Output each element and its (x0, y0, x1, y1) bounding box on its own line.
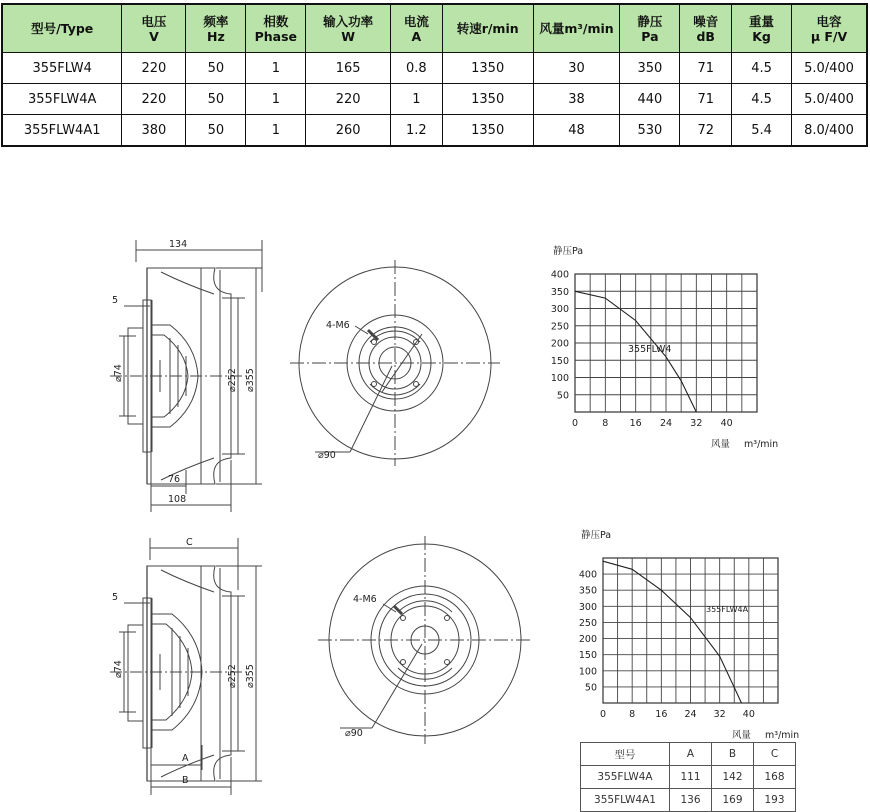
y-tick-label: 200 (550, 338, 569, 350)
col-header: 重量 Kg (732, 4, 792, 53)
dim-inner-label: ⌀252 (227, 664, 238, 688)
y-tick-label: 300 (550, 304, 569, 315)
dim-depth-label: 108 (168, 494, 187, 505)
x-axis-unit: m³/min (765, 730, 800, 741)
y-tick-label: 150 (578, 650, 597, 662)
col-header: 电压 V (122, 4, 186, 53)
cell: 71 (680, 84, 732, 115)
x-tick-label: 8 (602, 418, 609, 429)
col-header: 静压 Pa (620, 4, 680, 53)
cell: 1350 (442, 84, 533, 115)
x-tick-label: 24 (684, 709, 697, 720)
cell: 50 (186, 115, 246, 147)
cell: 220 (306, 84, 391, 115)
y-tick-label: 350 (550, 286, 569, 298)
cell: 260 (306, 115, 391, 147)
bolt-circle-label: ⌀90 (318, 450, 336, 461)
front-view-bottom (318, 536, 532, 744)
dims-table (580, 742, 796, 812)
dim-width-label: 134 (169, 239, 188, 250)
cell: 220 (122, 84, 186, 115)
x-axis-label: 风量 (711, 439, 731, 450)
cell: 71 (680, 53, 732, 84)
cell: 136 (670, 789, 712, 812)
cell: 142 (712, 766, 754, 789)
y-tick-label: 150 (550, 355, 569, 367)
cell: 5.4 (732, 115, 792, 147)
x-axis-label: 风量 (732, 730, 752, 741)
side-view-top (110, 240, 262, 512)
y-axis-label: 静压Pa (581, 530, 612, 541)
col-header: 电流 A (391, 4, 443, 53)
col-header: 电容 μ F/V (792, 4, 868, 53)
series-line (603, 561, 742, 703)
cell: 5.0/400 (792, 84, 868, 115)
x-axis-unit: m³/min (744, 439, 779, 450)
pq-chart-bottom (579, 529, 799, 741)
col-header: A (670, 743, 712, 766)
cell: 8.0/400 (792, 115, 868, 147)
cell: 530 (620, 115, 680, 147)
cell: 4.5 (732, 84, 792, 115)
cell: 48 (533, 115, 620, 147)
x-tick-label: 32 (690, 418, 703, 429)
series-label: 355FLW4 (628, 344, 672, 355)
y-tick-label: 350 (578, 585, 597, 597)
cell: 1350 (442, 53, 533, 84)
dims-header-row (581, 743, 796, 766)
cell: 350 (620, 53, 680, 84)
col-header: 频率 Hz (186, 4, 246, 53)
cell: 50 (186, 53, 246, 84)
y-tick-label: 50 (556, 390, 569, 402)
y-tick-label: 100 (550, 373, 569, 384)
col-header: 相数 Phase (246, 4, 306, 53)
y-tick-label: 250 (550, 321, 569, 333)
y-tick-label: 200 (578, 634, 597, 646)
cell: 1 (246, 53, 306, 84)
cell: 1 (391, 84, 443, 115)
col-header: C (754, 743, 796, 766)
y-tick-label: 100 (578, 666, 597, 678)
col-header: 噪音 dB (680, 4, 732, 53)
cell: 111 (670, 766, 712, 789)
cell-model: 355FLW4A (581, 766, 670, 789)
cell: 1350 (442, 115, 533, 147)
dim-b-label: B (182, 775, 189, 786)
x-tick-label: 24 (659, 418, 673, 429)
x-tick-label: 40 (742, 709, 755, 720)
table-row (581, 766, 796, 789)
col-header: B (712, 743, 754, 766)
cell: 168 (754, 766, 796, 789)
x-tick-label: 0 (599, 709, 607, 720)
col-header: 风量m³/min (533, 4, 620, 53)
dim-flange-label: 5 (112, 295, 119, 306)
dim-hub-label: ⌀74 (113, 660, 124, 678)
cell: 220 (122, 53, 186, 84)
dim-motor-label: 76 (168, 474, 181, 485)
x-tick-label: 32 (713, 709, 726, 720)
cell-model: 355FLW4A1 (2, 115, 122, 147)
cell: 0.8 (391, 53, 443, 84)
y-tick-label: 50 (584, 682, 597, 694)
cell: 169 (712, 789, 754, 812)
dim-flange-label: 5 (112, 592, 119, 603)
cell: 1 (246, 84, 306, 115)
cell-model: 355FLW4A1 (581, 789, 670, 812)
bolt-circle-label: ⌀90 (345, 728, 363, 739)
x-tick-label: 8 (629, 709, 636, 720)
cell: 4.5 (732, 53, 792, 84)
cell: 72 (680, 115, 732, 147)
dim-outer-label: ⌀355 (245, 664, 256, 688)
x-tick-label: 16 (655, 709, 668, 720)
cell: 50 (186, 84, 246, 115)
dim-a-label: A (182, 753, 189, 764)
pq-chart-top (551, 245, 778, 450)
col-header: 转速r/min (442, 4, 533, 53)
front-view-top (290, 260, 500, 466)
screw-label: 4-M6 (326, 320, 350, 331)
y-tick-label: 400 (550, 269, 569, 281)
cell: 1 (246, 115, 306, 147)
x-tick-label: 0 (571, 418, 579, 429)
cell: 1.2 (391, 115, 443, 147)
cell: 5.0/400 (792, 53, 868, 84)
y-tick-label: 300 (578, 601, 597, 613)
y-axis-label: 静压Pa (553, 246, 584, 257)
x-tick-label: 16 (629, 418, 642, 429)
dim-inner-label: ⌀252 (227, 368, 238, 392)
screw-label: 4-M6 (353, 594, 377, 605)
series-label: 355FLW4A (706, 605, 749, 614)
cell-model: 355FLW4 (2, 53, 122, 84)
col-header: 输入功率 W (306, 4, 391, 53)
dim-outer-label: ⌀355 (245, 368, 256, 392)
col-header: 型号/Type (2, 4, 122, 53)
cell: 380 (122, 115, 186, 147)
cell: 193 (754, 789, 796, 812)
col-header: 型号 (581, 743, 670, 766)
dim-c-label: C (186, 537, 193, 548)
x-tick-label: 40 (720, 418, 733, 429)
cell: 30 (533, 53, 620, 84)
dim-hub-label: ⌀74 (113, 364, 124, 382)
cell-model: 355FLW4A (2, 84, 122, 115)
cell: 165 (306, 53, 391, 84)
y-tick-label: 400 (578, 569, 597, 581)
cell: 38 (533, 84, 620, 115)
y-tick-label: 250 (578, 617, 597, 629)
cell: 440 (620, 84, 680, 115)
table-row (581, 789, 796, 812)
